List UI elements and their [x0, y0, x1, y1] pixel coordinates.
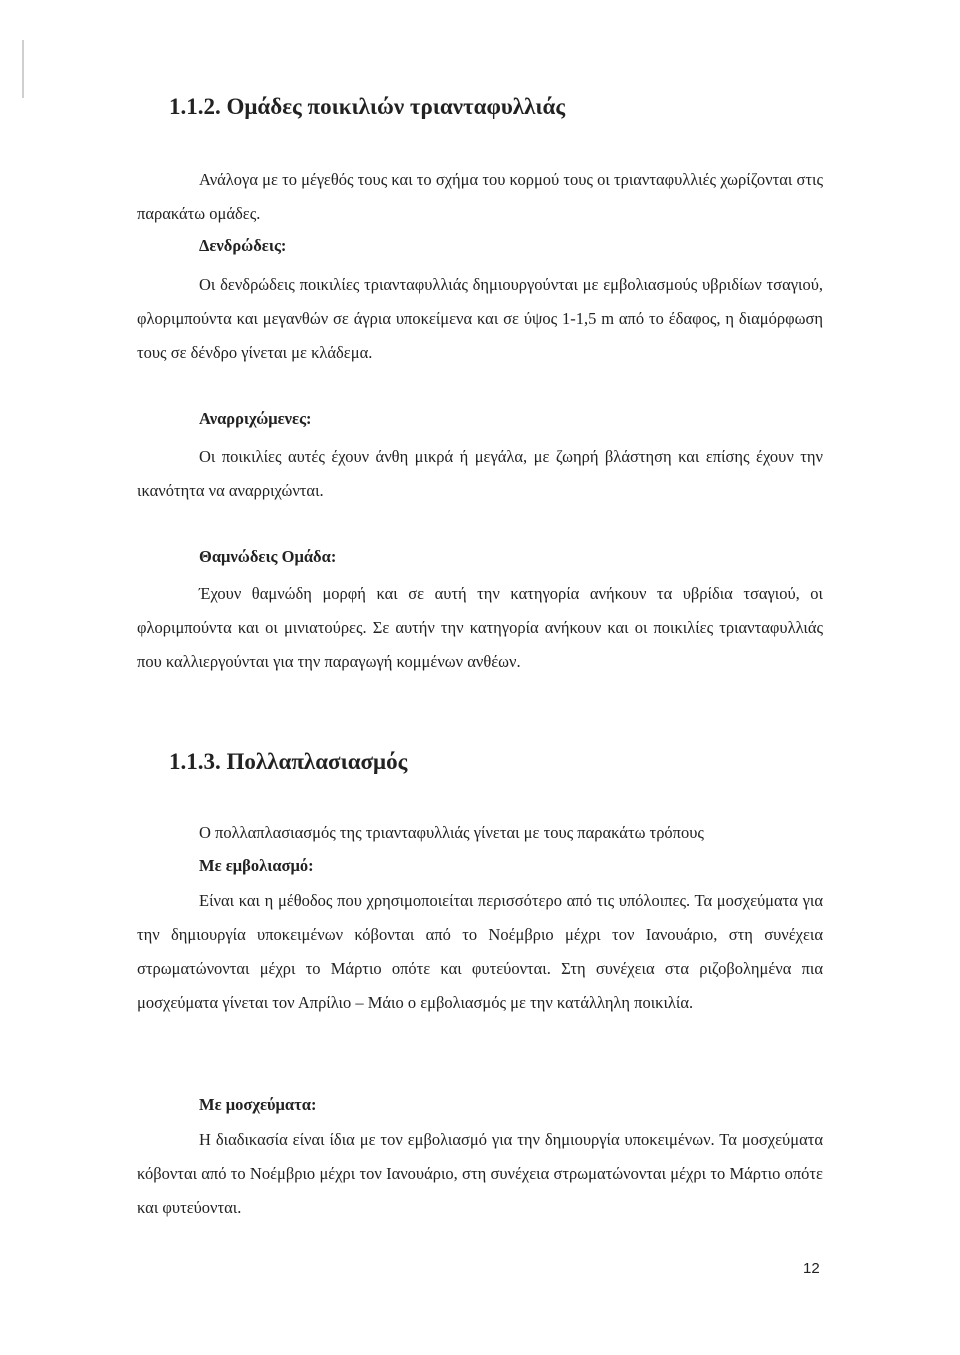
propagation-intro-paragraph: Ο πολλαπλασιασμός της τριανταφυλλιάς γίνεται με τους παρακάτω τρόπους: [199, 823, 704, 842]
group-text-tree-roses: Οι δενδρώδεις ποικιλίες τριανταφυλλιάς δημιουργούνται με εμβολιασμούς υβριδίων τσαγιού, φλοριμπούντα και μεγανθών σε άγρια υποκείμενα και σε ύψος 1-1,5 m από το έδαφος, η διαμόρφωση τους σε δένδρο γίνεται με κλάδεμα.: [137, 275, 823, 362]
group-heading-climbing-roses: Αναρριχώμενες:: [199, 409, 312, 428]
method-text-grafting: Είναι και η μέθοδος που χρησιμοποιείται περισσότερο από τις υπόλοιπες. Τα μοσχεύματα για την δημιουργία υποκειμένων κόβονται από το Νοέμβριο μέχρι τον Ιανουάριο, στη συνέχεια στρωματώνονται μέχρι το Μάρτιο οπότε και φυτεύονται. Στη συνέχεια στα ριζοβολημένα πια μοσχεύματα γίνεται τον Απρίλιο – Μάιο ο εμβολιασμός με την κατάλληλη ποικιλία.: [137, 891, 823, 1012]
group-text-shrub-roses: Έχουν θαμνώδη μορφή και σε αυτή την κατηγορία ανήκουν τα υβρίδια τσαγιού, οι φλοριμπούντα και οι μινιατούρες. Σε αυτήν την κατηγορία ανήκουν και οι ποικιλίες τριανταφυλλιάς που καλλιεργούνται για την παραγωγή κομμένων ανθέων.: [137, 584, 823, 671]
method-heading-grafting: Με εμβολιασμό:: [199, 856, 314, 875]
document-page: [137, 0, 823, 1355]
section-heading-rose-variety-groups: 1.1.2. Ομάδες ποικιλιών τριανταφυλλιάς: [169, 94, 566, 119]
group-text-climbing-roses: Οι ποικιλίες αυτές έχουν άνθη μικρά ή μεγάλα, με ζωηρή βλάστηση και επίσης έχουν την ικανότητα να αναρριχώνται.: [137, 447, 823, 500]
page-number: 12: [803, 1260, 820, 1277]
method-heading-cuttings: Με μοσχεύματα:: [199, 1095, 317, 1114]
group-heading-tree-roses: Δενδρώδεις:: [199, 236, 287, 255]
section-heading-propagation: 1.1.3. Πολλαπλασιασμός: [169, 749, 408, 774]
scan-edge-mark: [22, 40, 24, 98]
group-heading-shrub-roses: Θαμνώδεις Ομάδα:: [199, 547, 337, 566]
section-intro-paragraph: Ανάλογα με το μέγεθός τους και το σχήμα του κορμού τους οι τριανταφυλλιές χωρίζονται στις παρακάτω ομάδες.: [137, 170, 823, 223]
method-text-cuttings: Η διαδικασία είναι ίδια με τον εμβολιασμό για την δημιουργία υποκειμένων. Τα μοσχεύματα κόβονται από το Νοέμβριο μέχρι τον Ιανουάριο, στη συνέχεια στρωματώνονται μέχρι το Μάρτιο οπότε και φυτεύονται.: [137, 1130, 823, 1217]
